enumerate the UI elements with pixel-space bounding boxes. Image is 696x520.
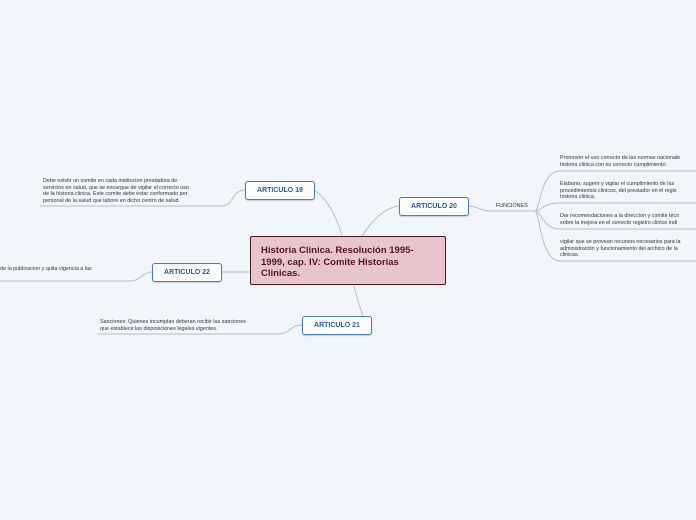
note-articulo-21: Sanciones: Quienes incumplan deberan recibir las sanciones que establece las disposiciones legales vigentes. [100,319,246,332]
connector-a22-to-note [0,272,152,281]
note-articulo-22: de la publicacion y quita vigencia a las [0,266,92,272]
node-articulo-21[interactable] [302,316,372,335]
connector-functions-to-item-2 [535,203,696,211]
central-topic-title: Historia Clinica. Resolución 1995-1999, cap. IV: Comite Historias Clinicas. [261,245,414,279]
function-item-3: Dar recomendaciones a la direccion y comite técn sobre la mejora en el correcto registro clinico indi [560,213,680,226]
node-articulo-22[interactable] [152,263,222,282]
node-articulo-22-label: ARTICULO 22 [164,269,210,276]
function-item-1: Promover el uso correcto de las normas nacionale historia clinica con su correcto cumplimiento. [560,155,681,168]
node-articulo-19[interactable] [245,181,315,200]
node-articulo-21-label: ARTICULO 21 [314,322,360,329]
connector-central-to-a19 [314,190,342,236]
node-articulo-19-label: ARTICULO 19 [257,187,303,194]
function-item-4: vigilar que se provean recursos necesarios para la administración y funcionamiento del archico de la clinicas. [560,239,681,259]
connector-central-to-a20 [362,206,399,236]
node-articulo-20-label: ARTICULO 20 [411,203,457,210]
label-funciones: FUNCIONES [496,203,528,209]
node-articulo-20[interactable] [399,197,469,216]
central-topic[interactable] [250,236,446,285]
note-articulo-19: Debe existir un comite en cada institucion prestadora de servicios en salud, que se encargue de vigilar el correcto uso de la historia clinica. Este comite debe estar conformado por personal de la salud que labore en dicho centro de salud. [43,178,189,204]
function-item-2: Elaborar, sugerir y vigilar el cumplimiento de las procedimientos clinicos, del prestador en el regis historia clinica. [560,181,677,201]
